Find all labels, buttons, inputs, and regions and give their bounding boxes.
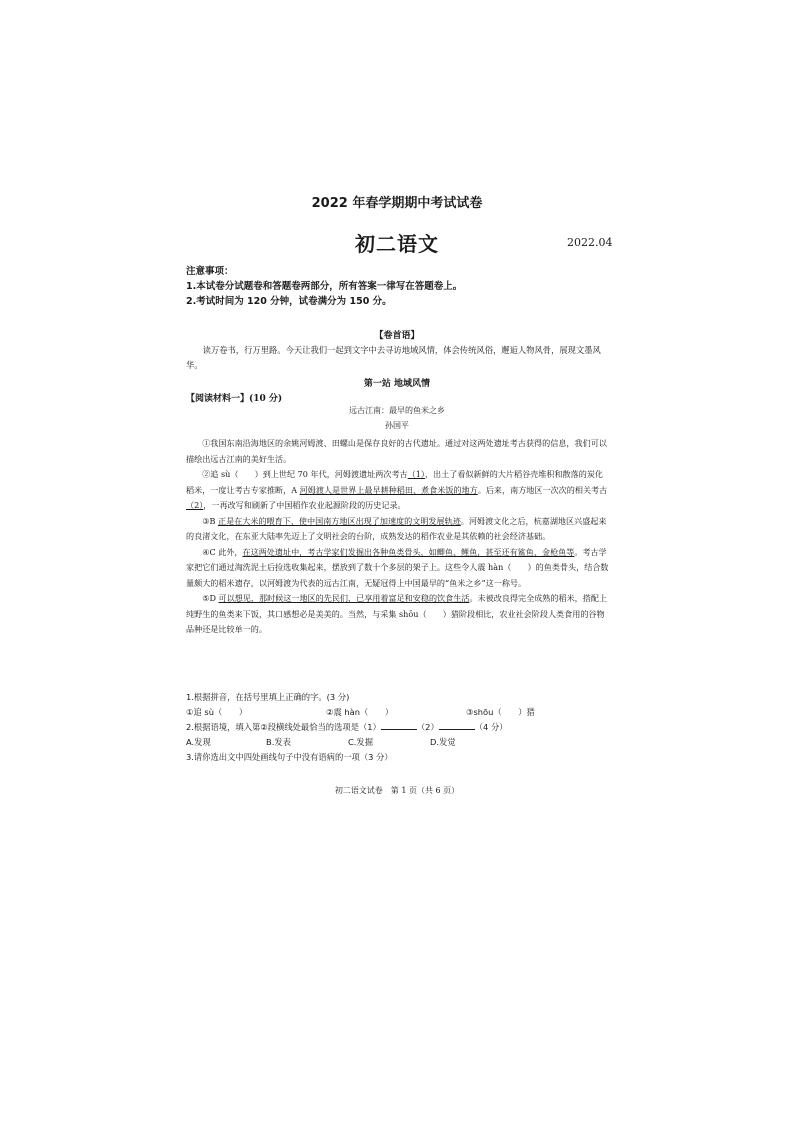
question-2: 2.根据语境，填入第②段横线处最恰当的选项是（1） （2） （4 分）: [186, 722, 508, 732]
option: C.发掘: [348, 737, 374, 747]
notes-item: 1.本试卷分试题卷和答题卷两部分，所有答案一律写在答题卷上。: [186, 281, 463, 292]
answer-blank[interactable]: [381, 720, 417, 730]
page-footer: 初二语文试卷 第 1 页（共 6 页）: [334, 786, 460, 795]
station-title: 第一站 地域风情: [363, 379, 431, 389]
questions-section: [186, 690, 610, 765]
material-label: 【阅读材料一】(10 分): [186, 394, 283, 404]
question-2-options: [186, 735, 610, 750]
paragraph-2: ②追 sù（ ）到上世纪 70 年代，河姆渡遗址两次考古（1），出土了看似新鲜的大片稻谷壳堆积和散落的炭化稻米，一度让考古专家推断，A 河姆渡人是世界上最早耕种稻田、煮食米饭的地方。后来，南方地区一次次的相关考古（2），一再改写和刷新了中国稻作农业起源阶段的历史记录。: [186, 469, 608, 510]
underlined-sentence-a: 河姆渡人是世界上最早耕种稻田、煮食米饭的地方: [299, 484, 478, 495]
option: ③shōu（ ）猎: [466, 707, 535, 717]
blank-2: （2）: [186, 500, 204, 510]
option: B.发表: [266, 737, 291, 747]
answer-blank[interactable]: [439, 720, 475, 730]
option: A.发现: [186, 737, 211, 747]
preface-text: 读万卷书，行万里路。今天让我们一起到文字中去寻访地域风情，体会传统风俗，邂逅人物风骨，展现文墨风华。: [186, 345, 601, 370]
preface-title: 【卷首语】: [374, 331, 420, 341]
subject-title: 初二语文: [355, 232, 439, 256]
blank-1: （1）: [407, 469, 425, 479]
underlined-sentence-c: 在这两处遗址中，考古学家们发掘出各种鱼类骨头，如鲫鱼、鲤鱼，甚至还有鲨鱼、金枪鱼等: [242, 546, 575, 557]
underlined-sentence-b: 正是在大米的喂育下，使中国南方地区出现了加速度的文明发展轨迹: [217, 515, 461, 526]
underlined-sentence-d: 可以想见，那时候这一地区的先民们，已享用着富足和安稳的饮食生活: [218, 593, 470, 603]
question-1-options: [186, 705, 610, 720]
paragraph-5: ⑤D 可以想见，那时候这一地区的先民们，已享用着富足和安稳的饮食生活。未被改良得完全成熟的稻米，搭配上纯野生的鱼类来下饭，其口感想必是美美的。当然，与采集 shōu（ ）猎阶段相比，农业社会阶段人类食用的谷物品种还是比较单一的。: [186, 593, 608, 634]
option: ①追 sù（ ）: [186, 707, 248, 717]
option: D.发觉: [430, 737, 456, 747]
question-1: 1.根据拼音，在括号里填上正确的字。(3 分): [186, 692, 350, 702]
question-3: 3.请你选出文中四处画线句子中没有语病的一项（3 分）: [186, 752, 393, 762]
notes-item: 2.考试时间为 120 分钟，试卷满分为 150 分。: [186, 296, 392, 307]
article-body: [186, 436, 610, 638]
option: ②震 hàn（ ）: [326, 707, 394, 717]
exam-title: 2022 年春学期期中考试试卷: [311, 196, 483, 211]
paragraph-4: ④C 此外，在这两处遗址中，考古学家们发掘出各种鱼类骨头，如鲫鱼、鲤鱼，甚至还有鲨鱼、金枪鱼等。考古学家把它们通过淘洗泥土后捡选收集起来，摆放到了数十个多层的架子上。这些令人震 hàn（ ）的鱼类骨头，结合数量颇大的稻米遗存，以河姆渡为代表的远古江南，无疑冠得上中国最早的“鱼米之乡”这一称号。: [186, 546, 609, 588]
paragraph-3: ③B 正是在大米的喂育下，使中国南方地区出现了加速度的文明发展轨迹。河姆渡文化之后，杭嘉湖地区兴盛起来的良渚文化，在东亚大陆率先迈上了文明社会的台阶，成熟发达的稻作农业是其依赖的社会经济基础。: [186, 515, 607, 541]
article-author: 孙国平: [385, 421, 409, 430]
exam-date: 2022.04: [567, 236, 613, 249]
paragraph-1: ①我国东南沿海地区的余姚河姆渡、田螺山是保存良好的古代遗址。通过对这两处遗址考古获得的信息，我们可以描绘出远古江南的美好生活。: [186, 438, 607, 464]
notes-heading: 注意事项：: [186, 266, 234, 277]
notes-section: [186, 264, 462, 309]
article-title: 远古江南：最早的鱼米之乡: [349, 406, 445, 415]
